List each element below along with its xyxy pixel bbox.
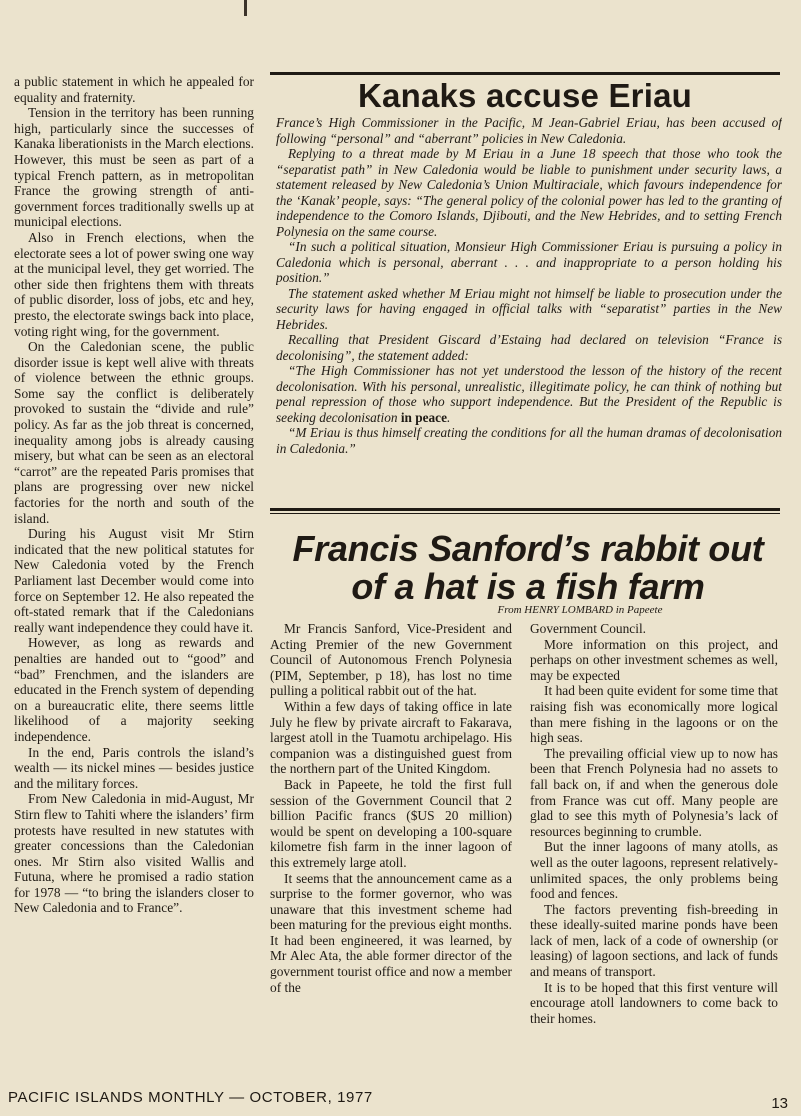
paragraph: Replying to a threat made by M Eriau in a June 18 speech that those who took the “separatist path” in New Caledonia would be liable to punishment under security laws, a statement released by New Caledonia’s Union Multiraciale, which favours independence for the ‘Kanak’ people, says: “The general policy of the colonial power has led to the granting of independence to the Comoro Islands, Djibouti, and the New Hebrides, and to setting French Polynesia on the same course.: [276, 146, 782, 239]
paragraph: “M Eriau is thus himself creating the conditions for all the human dramas of decolonisation in Caledonia.”: [276, 425, 782, 456]
publication-line: PACIFIC ISLANDS MONTHLY — OCTOBER, 1977: [8, 1089, 373, 1106]
paragraph: Within a few days of taking office in late July he flew by private aircraft to Fakarava, largest atoll in the Tuamotu archipelago. His companion was a distinguished guest from the northern part of the United Kingdom.: [270, 698, 512, 777]
paragraph: It is to be hoped that this first venture will encourage atoll landowners to come back to their homes.: [530, 979, 778, 1026]
paragraph: However, as long as rewards and penalties are handed out to “good” and “bad” Frenchmen, and the islanders are educated in the French system of depending on a bureaucratic elite, there seems little likelihood of a majority seeking independence.: [14, 635, 254, 744]
paragraph: The prevailing official view up to now has been that French Polynesia had no assets to fall back on, if and when the generous dole from France was cut off. Many people are glad to see this myth of Polynesia’s lack of resources beginning to crumble.: [530, 745, 778, 839]
paragraph: Government Council.: [530, 621, 647, 636]
paragraph: Also in French elections, when the electorate sees a lot of power swing one way at the municipal level, they get worried. The other side then frightens them with threats of public disorder, loss of jobs, etc and hey, presto, the electorate swings back into place, voting right wing, for the government.: [14, 229, 254, 339]
paragraph: It had been quite evident for some time that raising fish was economically more logical than mere fishing in the lagoons or on the high seas.: [530, 683, 778, 746]
paragraph: More information on this project, and perhaps on other investment schemes as well, may be expected: [530, 636, 778, 683]
paragraph: Back in Papeete, he told the first full session of the Government Council that 2 billion Pacific francs ($US 20 million) would be spent on developing a 100-square kilometre fish farm in the inner lagoon of this extremely large atoll.: [270, 776, 512, 870]
headline-line-2: of a hat is a fish farm: [351, 566, 705, 607]
paragraph: The statement asked whether M Eriau might not himself be liable to prosecution under the security laws for having engaged in official talks with “separatist” parties in the New Hebrides.: [276, 285, 782, 332]
paragraph: Mr Francis Sanford, Vice-President and Acting Premier of the new Government Council of Autonomous French Polynesia (PIM, September, p 18), has lost no time pulling a political rabbit out of the hat.: [270, 621, 512, 699]
page-number: 13: [771, 1095, 788, 1112]
paragraph: In the end, Paris controls the island’s wealth — its nickel mines — besides justice and the military forces.: [14, 744, 254, 791]
kanaks-top-rule: [270, 72, 780, 75]
headline-line-1: Francis Sanford’s rabbit out: [292, 528, 764, 569]
paragraph-text: “The High Commissioner has not yet understood the lesson of the history of the recent decolonisation. With his personal, unrealistic, illegitimate policy, he can think of nothing but penal repression of those who support independence. But the President of the Republic is seeking decolonisation: [276, 363, 782, 425]
paragraph-with-bold-tail: [276, 363, 782, 425]
kanaks-headline: Kanaks accuse Eriau: [358, 77, 692, 114]
kanaks-article-body: [276, 115, 782, 456]
paragraph: During his August visit Mr Stirn indicated that the new political statutes for New Caledonia voted by the French Parliament last December would come into force on September 12. He also repeated the oft-stated remark that if the Caledonians really want independence they could have it.: [14, 526, 254, 635]
left-column-article: [14, 74, 254, 1080]
paragraph: Tension in the territory has been running high, particularly since the successes of Kanaka liberationists in the March elections. However, this must be seen as part of a typical French pattern, as in metropolitan France the growing strength of anti-government forces traditionally swells up at municipal elections.: [14, 105, 254, 230]
paragraph: On the Caledonian scene, the public disorder issue is kept well alive with threats of violence between the ethnic groups. Some say the conflict is deliberately provoked to sustain the “divide and rule” policy. As far as the job threat is concerned, inequality among jobs is already causing misery, but what can be seen as an electoral “carrot” are the repeated Paris promises that plans are progressing over new nickel factories for the north and south of the island.: [14, 339, 254, 526]
paragraph: a public statement in which he appealed for equality and fraternity.: [14, 74, 254, 105]
page-footer: [8, 1089, 788, 1113]
sanford-column-1: [270, 621, 512, 1081]
sanford-column-2: [530, 621, 778, 1081]
top-binding-mark: [244, 0, 247, 16]
sanford-headline: [270, 530, 786, 606]
sanford-thin-rule: [270, 513, 780, 514]
paragraph: France’s High Commissioner in the Pacific, M Jean-Gabriel Eriau, has been accused of following “personal” and “aberrant” policies in New Caledonia.: [276, 115, 782, 146]
paragraph: “In such a political situation, Monsieur High Commissioner Eriau is pursuing a policy in Caledonia which is personal, aberrant . . . and inappropriate to a person holding his position.”: [276, 239, 782, 285]
paragraph: From New Caledonia in mid-August, Mr Stirn flew to Tahiti where the islanders’ firm protests have resulted in new statutes with greater concessions than the Caledonian ones. Mr Stirn also visited Wallis and Futuna, where he promised a radio station for 1978 — “to bring the islanders closer to New Caledonia and to France”.: [14, 791, 254, 916]
closing-punctuation: .: [447, 409, 451, 425]
paragraph: It seems that the announcement came as a surprise to the former governor, who was unaware that this investment scheme had been maturing for the previous eight months. It had been engineered, it was learned, by Mr Alec Ata, the able former director of the government tourist office and now a member of the: [270, 870, 512, 995]
byline: From HENRY LOMBARD in Papeete: [497, 604, 663, 616]
bold-phrase: in peace: [400, 409, 447, 425]
sanford-top-rule: [270, 508, 780, 511]
paragraph: But the inner lagoons of many atolls, as well as the outer lagoons, represent relatively-unlimited spaces, the only problems being food and fences.: [530, 839, 778, 902]
paragraph: The factors preventing fish-breeding in these ideally-suited marine ponds have been lack of men, lack of a code of ownership (or leasing) of lagoon sections, and lack of funds and means of transport.: [530, 901, 778, 980]
paragraph: Recalling that President Giscard d’Estaing had declared on television “France is decolonising”, the statement added:: [276, 332, 782, 363]
